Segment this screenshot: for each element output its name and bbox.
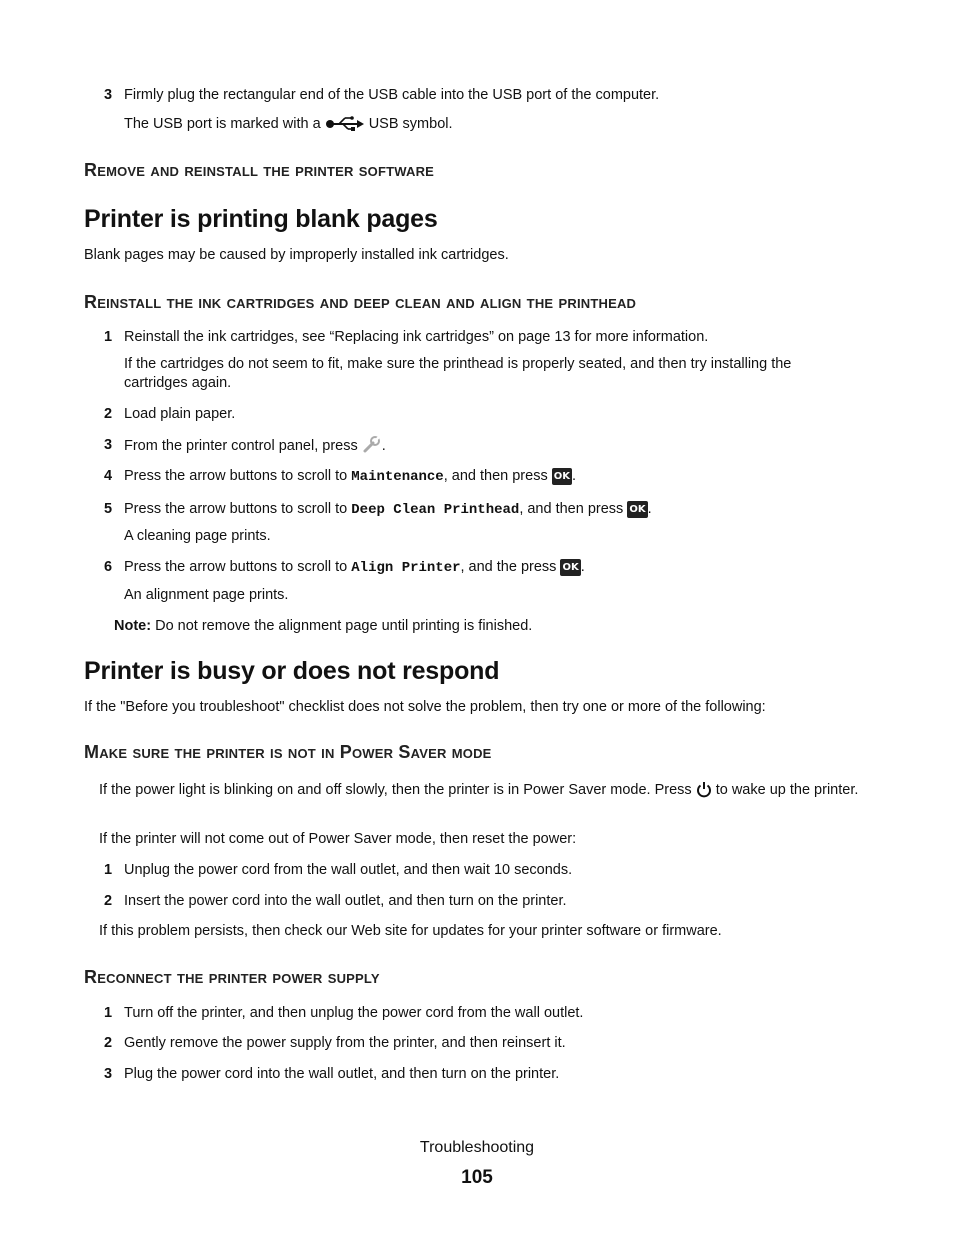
menu-code: Deep Clean Printhead [351,502,520,518]
note-label: Note: [114,618,152,634]
step-text-part: Press the arrow buttons to scroll to [124,468,348,484]
power-icon [696,781,712,798]
step-text: Plug the power cord into the wall outlet, and then turn on the printer. [124,1066,560,1082]
step-text-part: From the printer control panel, press [124,438,358,454]
ok-button-icon: OK [627,501,647,518]
paragraph-part: If the power light is blinking on and off slowly, then the printer is in Power Saver mode. Press [99,782,692,798]
step-text: Insert the power cord into the wall outlet, and then turn on the printer. [124,893,567,909]
step-text [124,467,576,487]
menu-code: Align Printer [351,560,461,576]
usb-line-text-before: The USB port is marked with a [124,116,321,132]
section-intro: If the "Before you troubleshoot" checklist does not solve the problem, then try one or more of the following: [84,699,766,715]
step-number: 4 [104,468,113,484]
paragraph: If this problem persists, then check our Web site for updates for your printer software or firmware. [99,923,722,939]
step-text-end: . [580,559,585,575]
section-heading: Printer is busy or does not respond [84,657,500,685]
subsection-title: Make sure the printer is not in Power Saver mode [84,742,492,762]
step-number: 3 [104,1066,113,1082]
step-text [124,436,386,456]
subsection-title: Reinstall the ink cartridges and deep clean and align the printhead [84,292,637,312]
step-number: 1 [104,1005,113,1021]
step-text-part: , and the press [460,559,557,575]
step-text: Firmly plug the rectangular end of the USB cable into the USB port of the computer. [124,87,660,103]
ok-button-icon: OK [552,468,572,485]
step-result: An alignment page prints. [124,587,289,603]
step-text-part: Press the arrow buttons to scroll to [124,501,348,517]
section-heading: Printer is printing blank pages [84,205,438,233]
step-text: Load plain paper. [124,406,236,422]
usb-line-text-after: USB symbol. [368,116,453,132]
subsection-title: Reconnect the printer power supply [84,967,380,987]
step-text: Gently remove the power supply from the printer, and then reinsert it. [124,1035,566,1051]
step-text [124,500,652,520]
step-text [124,558,585,578]
step-number: 2 [104,406,113,422]
usb-icon [325,116,365,132]
paragraph [99,781,869,800]
step-text: Reinstall the ink cartridges, see “Replacing ink cartridges” on page 13 for more information. [124,329,709,345]
note-text: Do not remove the alignment page until printing is finished. [155,618,533,634]
paragraph-part: to wake up the printer. [715,782,859,798]
step-number: 2 [104,1035,113,1051]
step-result: A cleaning page prints. [124,528,271,544]
step-number: 3 [104,437,113,453]
step-number: 6 [104,559,113,575]
step-detail: If the cartridges do not seem to fit, make sure the printhead is properly seated, and then try installing the cartridges again. [124,356,792,391]
step-text-part: , and then press [519,501,624,517]
step-number: 3 [104,87,113,103]
step-text-end: . [647,501,652,517]
step-number: 5 [104,501,113,517]
step-text: Unplug the power cord from the wall outlet, and then wait 10 seconds. [124,862,573,878]
step-number: 2 [104,893,113,909]
subsection-title: Remove and reinstall the printer software [84,160,435,180]
step-text-end: . [381,438,386,454]
paragraph: If the printer will not come out of Power Saver mode, then reset the power: [99,831,577,847]
footer-section: Troubleshooting [419,1139,535,1156]
step-text: Turn off the printer, and then unplug the power cord from the wall outlet. [124,1005,584,1021]
page-number: 105 [461,1167,493,1188]
step-text-part: , and then press [443,468,548,484]
step-number: 1 [104,862,113,878]
step-number: 1 [104,329,113,345]
note [114,617,532,636]
ok-button-icon: OK [560,559,580,576]
wrench-icon [362,436,382,454]
section-intro: Blank pages may be caused by improperly installed ink cartridges. [84,247,509,263]
menu-code: Maintenance [351,469,444,485]
usb-symbol-line [124,115,453,134]
step-text-part: Press the arrow buttons to scroll to [124,559,348,575]
step-text-end: . [571,468,577,484]
